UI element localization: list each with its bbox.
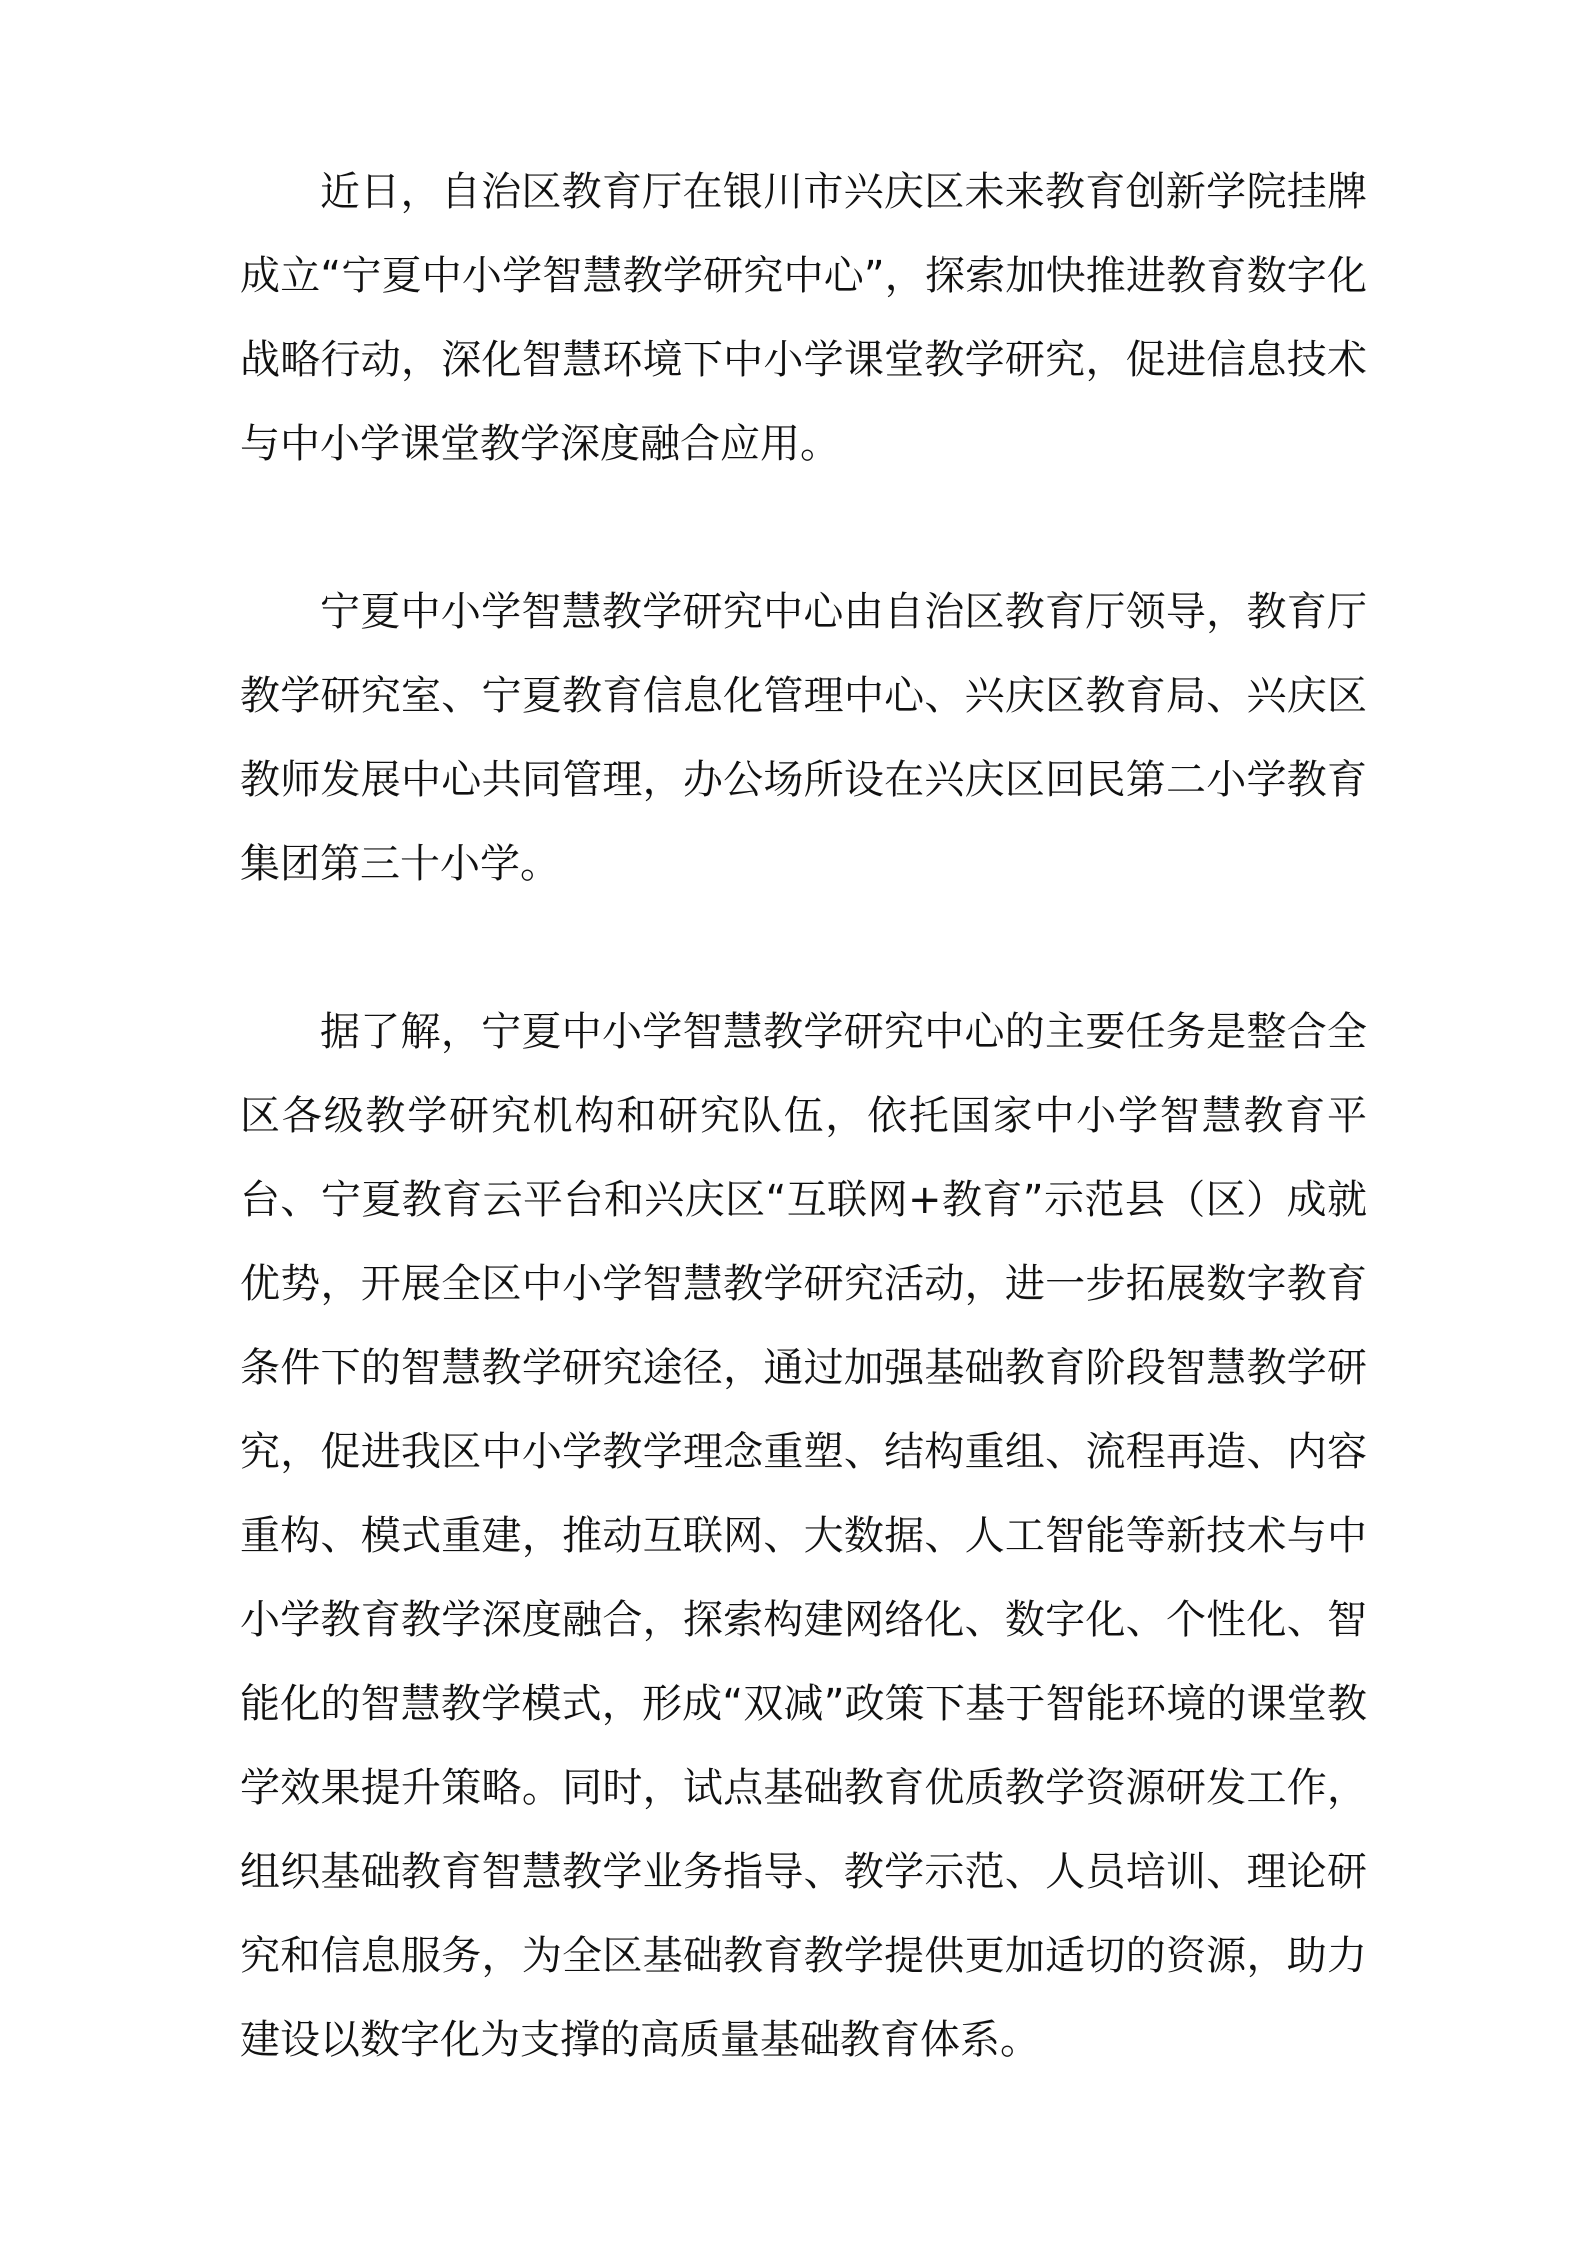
paragraph-3: 据了解，宁夏中小学智慧教学研究中心的主要任务是整合全区各级教学研究机构和研究队伍，依托国家中小学智慧教育平台、宁夏教育云平台和兴庆区“互联网+教育”示范县（区）成就优势，开展全区中小学智慧教学研究活动，进一步拓展数字教育条件下的智慧教学研究途径，通过加强基础教育阶段智慧教学研究，促进我区中小学教学理念重塑、结构重组、流程再造、内容重构、模式重建，推动互联网、大数据、人工智能等新技术与中小学教育教学深度融合，探索构建网络化、数字化、个性化、智能化的智慧教学模式，形成“双减”政策下基于智能环境的课堂教学效果提升策略。同时，试点基础教育优质教学资源研发工作，组织基础教育智慧教学业务指导、教学示范、人员培训、理论研究和信息服务，为全区基础教育教学提供更加适切的资源，助力建设以数字化为支撑的高质量基础教育体系。: [240, 1009, 1367, 2063]
paragraph-2: 宁夏中小学智慧教学研究中心由自治区教育厅领导，教育厅教学研究室、宁夏教育信息化管理中心、兴庆区教育局、兴庆区教师发展中心共同管理，办公场所设在兴庆区回民第二小学教育集团第三十小学。: [240, 589, 1367, 887]
paragraph-1: 近日，自治区教育厅在银川市兴庆区未来教育创新学院挂牌成立“宁夏中小学智慧教学研究中心”，探索加快推进教育数字化战略行动，深化智慧环境下中小学课堂教学研究，促进信息技术与中小学课堂教学深度融合应用。: [240, 169, 1367, 467]
